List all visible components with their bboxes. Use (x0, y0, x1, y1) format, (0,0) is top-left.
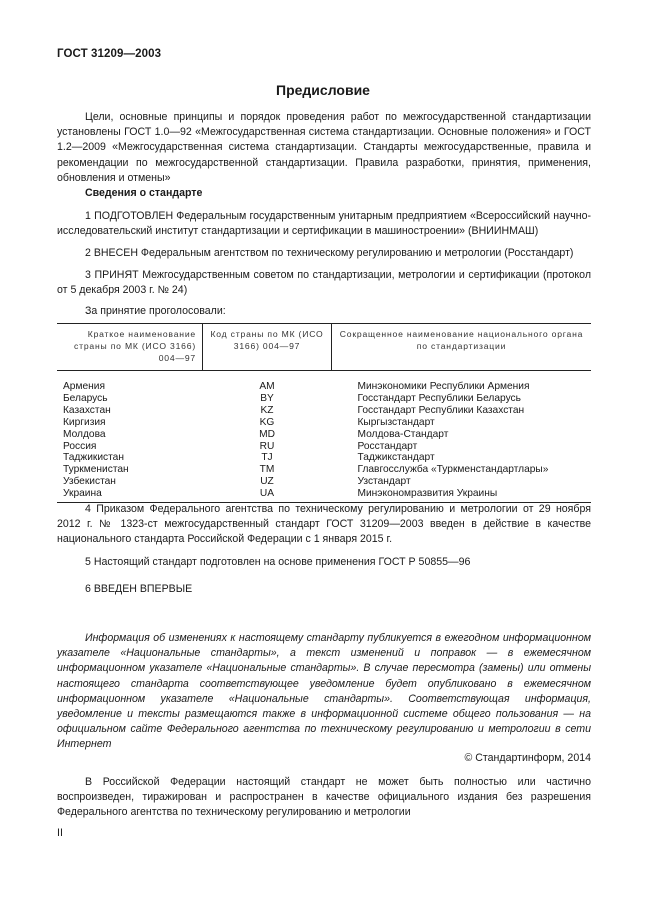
legal-notice: В Российской Федерации настоящий стандарт не может быть полностью или частично воспроизведен, тиражирован и распространен в качестве официального издания без разрешения Федерального агентства по техническому регулированию и метрологии (57, 776, 591, 819)
item-voted: За принятие проголосовали: (85, 305, 226, 317)
country-code: KG (259, 416, 275, 428)
table-spacer (57, 371, 591, 382)
item-adopted: 3 ПРИНЯТ Межгосударственным советом по стандартизации, метрологии и сертификации (протокол от 5 декабря 2003 г. № 24) (57, 269, 591, 297)
standards-body: Главгосслужба «Туркменстандартлары» (357, 464, 549, 476)
country-code: TJ (261, 452, 273, 464)
header-country: Краткое наименование страны по МК (ИСО 3166) 004—97 (57, 324, 203, 371)
standards-body: Минэкономики Республики Армения (357, 381, 530, 392)
standards-body: Росстандарт (357, 440, 418, 452)
item-order: 4 Приказом Федерального агентства по техническому регулированию и метрологии от 29 ноября 2012 г. № 1323-ст межгосударственный стандарт ГОСТ 31209—2003 введен в действие в качестве национального стандарта Российской Федерации с 1 января 2015 г. (57, 503, 591, 546)
standards-body: Минэкономразвития Украины (332, 488, 592, 502)
table-header-row (57, 324, 591, 371)
item-first: 6 ВВЕДЕН ВПЕРВЫЕ (85, 583, 193, 595)
item-prepared: 1 ПОДГОТОВЛЕН Федеральным государственным унитарным предприятием «Всероссийский научно-исследовательский институт стандартизации и сертификации в машиностроении» (ВНИИНМАШ) (57, 210, 591, 238)
intro-paragraph: Цели, основные принципы и порядок проведения работ по межгосударственной стандартизации установлены ГОСТ 1.0—92 «Межгосударственная система стандартизации. Основные положения» и ГОСТ 1.2—2009 «Межгосударственная система стандартизации. Стандарты межгосударственные, правила и рекомендации по межгосударственной стандартизации. Правила разработки, принятия, применения, обновления и отмены» (57, 111, 591, 184)
table-row (57, 464, 591, 476)
changes-notice: Информация об изменениях к настоящему стандарту публикуется в ежегодном информационном указателе «Национальные стандарты», а текст изменений и поправок — в ежемесячном информационном указателе «Национальные стандарты». В случае пересмотра (замены) или отмены настоящего стандарта соответствующее уведомление будет опубликовано в ежемесячном информационном указателе «Национальные стандарты». Соответствующая информация, уведомление и тексты размещаются также в информационной системе общего пользования — на официальном сайте Федерального агентства по техническому регулированию и метрологии в сети Интернет (57, 632, 591, 751)
header-body: Сокращенное наименование национального органа по стандартизации (332, 324, 592, 371)
country-name: Молдова (63, 428, 106, 440)
country-name: Узбекистан (63, 476, 116, 488)
standards-body: Таджикстандарт (357, 452, 435, 464)
header-code: Код страны по МК (ИСО 3166) 004—97 (203, 324, 332, 371)
country-code: KZ (260, 404, 274, 416)
standards-body: Молдова-Стандарт (357, 428, 449, 440)
country-name: Армения (63, 381, 105, 392)
copyright-line: © Стандартинформ, 2014 (464, 752, 591, 764)
country-code: MD (259, 428, 275, 440)
table-row (57, 452, 591, 464)
country-code: UZ (260, 476, 274, 488)
standards-body: Госстандарт Республики Казахстан (357, 404, 525, 416)
table-row (57, 441, 591, 453)
table-row (57, 429, 591, 441)
table-row (57, 476, 591, 488)
country-name: Украина (57, 488, 203, 502)
page-number: II (57, 827, 63, 839)
item-introduced: 2 ВНЕСЕН Федеральным агентством по техническому регулированию и метрологии (Росстандарт) (85, 247, 574, 259)
country-name: Туркменистан (63, 464, 129, 476)
table-row (57, 393, 591, 405)
table-row (57, 405, 591, 417)
country-code: BY (260, 392, 274, 404)
country-name: Беларусь (63, 392, 108, 404)
country-code: TM (259, 464, 275, 476)
country-name: Россия (63, 440, 97, 452)
standard-code: ГОСТ 31209—2003 (57, 48, 162, 60)
country-name: Казахстан (63, 404, 111, 416)
item-basis: 5 Настоящий стандарт подготовлен на основе применения ГОСТ Р 50855—96 (85, 556, 471, 568)
country-code: UA (203, 488, 332, 502)
country-name: Киргизия (63, 416, 106, 428)
table-row (57, 417, 591, 429)
table-row (57, 488, 591, 502)
country-name: Таджикистан (63, 452, 124, 464)
standards-body: Кыргызстандарт (357, 416, 435, 428)
table-row (57, 381, 591, 393)
country-code: RU (259, 440, 275, 452)
standards-body: Узстандарт (357, 476, 411, 488)
page-title: Предисловие (276, 82, 370, 98)
standards-body: Госстандарт Республики Беларусь (357, 392, 521, 404)
voting-table (57, 323, 591, 503)
country-code: AM (259, 381, 275, 392)
info-heading: Сведения о стандарте (85, 187, 203, 199)
